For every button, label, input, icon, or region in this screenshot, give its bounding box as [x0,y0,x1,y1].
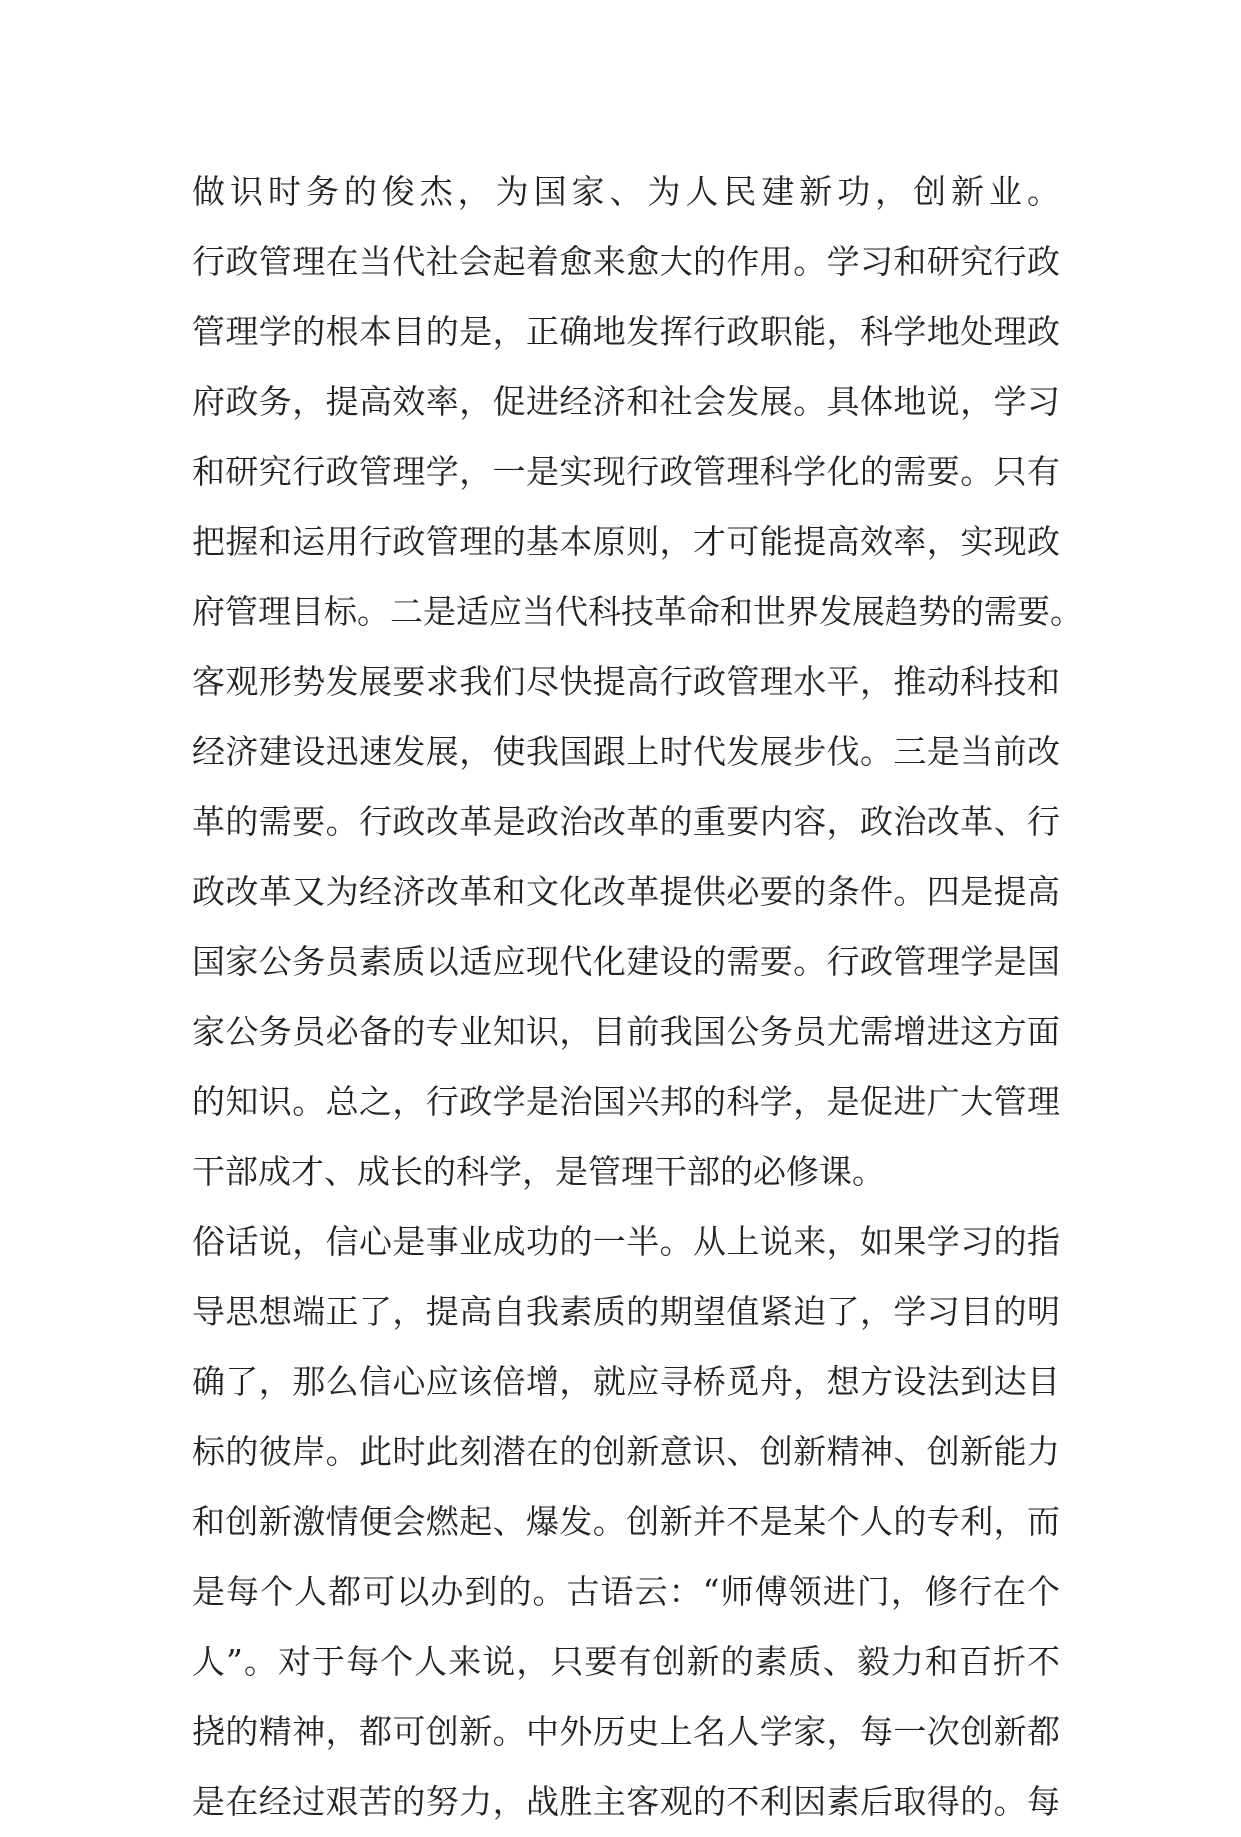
text-line: 做识时务的俊杰，为国家、为人民建新功，创新业。 [192,172,1060,211]
text-line: 管理学的根本目的是，正确地发挥行政职能，科学地处理政 [192,312,1060,351]
text-line: 国家公务员素质以适应现代化建设的需要。行政管理学是国 [192,942,1060,981]
text-line: 行政管理在当代社会起着愈来愈大的作用。学习和研究行政 [192,242,1060,281]
text-line: 俗话说，信心是事业成功的一半。从上说来，如果学习的指 [192,1222,1060,1261]
text-line: 干部成才、成长的科学，是管理干部的必修课。 [192,1152,885,1191]
text-line: 家公务员必备的专业知识，目前我国公务员尤需增进这方面 [192,1012,1060,1051]
text-line: 标的彼岸。此时此刻潜在的创新意识、创新精神、创新能力 [192,1432,1060,1471]
text-line: 和研究行政管理学，一是实现行政管理科学化的需要。只有 [192,452,1060,491]
text-line: 政改革又为经济改革和文化改革提供必要的条件。四是提高 [192,872,1060,911]
text-line: 是在经过艰苦的努力，战胜主客观的不利因素后取得的。每 [192,1782,1060,1821]
text-line: 导思想端正了，提高自我素质的期望值紧迫了，学习目的明 [192,1292,1060,1331]
text-line: 确了，那么信心应该倍增，就应寻桥觅舟，想方设法到达目 [192,1362,1060,1401]
text-line: 的知识。总之，行政学是治国兴邦的科学，是促进广大管理 [192,1082,1060,1121]
text-line: 人”。对于每个人来说，只要有创新的素质、毅力和百折不 [192,1642,1060,1681]
text-line: 经济建设迅速发展，使我国跟上时代发展步伐。三是当前改 [192,732,1060,771]
text-line: 把握和运用行政管理的基本原则，才可能提高效率，实现政 [192,522,1060,561]
body-text [192,157,1083,1837]
text-line: 客观形势发展要求我们尽快提高行政管理水平，推动科技和 [192,662,1060,701]
text-line: 挠的精神，都可创新。中外历史上名人学家，每一次创新都 [192,1712,1060,1751]
text-line: 府管理目标。二是适应当代科技革命和世界发展趋势的需要。 [192,592,1083,631]
text-line: 府政务，提高效率，促进经济和社会发展。具体地说，学习 [192,382,1060,421]
text-line: 是每个人都可以办到的。古语云：“师傅领进门，修行在个 [192,1572,1060,1611]
text-line: 革的需要。行政改革是政治改革的重要内容，政治改革、行 [192,802,1060,841]
text-line: 和创新激情便会燃起、爆发。创新并不是某个人的专利，而 [192,1502,1060,1541]
